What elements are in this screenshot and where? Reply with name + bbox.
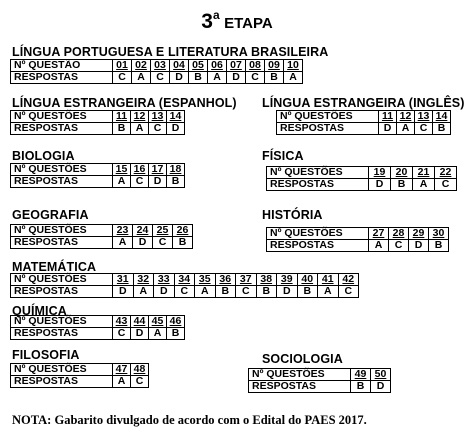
question-number: 17 [149,164,167,176]
answers-row [11,123,185,135]
section-heading-espanhol: LÍNGUA ESTRANGEIRA (ESPANHOL) [12,96,237,110]
answer-letter: D [369,179,391,191]
question-number: 39 [277,274,298,286]
question-number: 45 [149,316,167,328]
answer-letter: B [215,286,236,298]
question-number: 06 [208,60,227,72]
answer-letter: D [277,286,298,298]
questions-row [11,274,359,286]
question-number: 33 [154,274,175,286]
answer-table-biologia [10,163,185,188]
question-number: 14 [167,111,185,123]
answer-letter: A [113,176,131,188]
section-heading-matematica: MATEMÁTICA [12,260,97,274]
section-heading-fisica: FÍSICA [262,149,304,163]
answer-letter: D [167,123,185,135]
question-number: 05 [189,60,208,72]
answers-row [11,376,149,388]
answer-letter: D [371,381,391,393]
questions-label: Nº QUESTÕES [249,369,351,381]
answer-letter: C [435,179,457,191]
answers-label: RESPOSTAS [11,176,113,188]
answer-letter: A [132,72,151,84]
answer-letter: B [167,176,185,188]
questions-label: Nº QUESTÕES [277,111,379,123]
answer-letter: B [265,72,284,84]
answer-table-sociologia [248,368,391,393]
question-number: 13 [149,111,167,123]
answers-row [11,286,359,298]
answers-label: RESPOSTAS [11,328,113,340]
answer-letter: B [256,286,277,298]
answer-letter: C [415,123,433,135]
questions-label: Nº QUESTÕES [11,225,113,237]
answer-letter: B [351,381,371,393]
answer-letter: A [133,286,154,298]
question-number: 50 [371,369,391,381]
question-number: 08 [246,60,265,72]
answer-letter: D [227,72,246,84]
question-number: 29 [409,228,429,240]
answers-label: RESPOSTAS [277,123,379,135]
question-number: 15 [113,164,131,176]
question-number: 38 [256,274,277,286]
question-number: 42 [338,274,359,286]
title-superscript: a [212,8,220,22]
questions-label: Nº QUESTÕES [11,274,113,286]
answers-label: RESPOSTAS [11,286,113,298]
answer-letter: B [113,123,131,135]
answers-row [11,328,185,340]
section-heading-biologia: BIOLOGIA [12,149,75,163]
question-number: 30 [429,228,449,240]
answer-table-matematica [10,273,359,298]
answer-table-ingles [276,110,451,135]
answer-letter: C [389,240,409,252]
question-number: 44 [131,316,149,328]
answers-row [11,176,185,188]
question-number: 14 [433,111,451,123]
answer-letter: A [369,240,389,252]
answer-letter: C [246,72,265,84]
answer-letter: C [149,123,167,135]
answers-row [249,381,391,393]
question-number: 35 [195,274,216,286]
page-title [0,10,474,34]
question-number: 28 [389,228,409,240]
answer-letter: C [151,72,170,84]
answer-letter: D [379,123,397,135]
question-number: 11 [113,111,131,123]
answer-letter: A [131,123,149,135]
question-number: 11 [379,111,397,123]
question-number: 47 [113,364,131,376]
answer-letter: A [318,286,339,298]
question-number: 03 [151,60,170,72]
question-number: 19 [369,167,391,179]
answers-label: RESPOSTAS [249,381,351,393]
answer-letter: B [189,72,208,84]
answers-row [11,72,303,84]
question-number: 21 [413,167,435,179]
answer-letter: B [173,237,193,249]
answer-letter: D [131,328,149,340]
answer-table-espanhol [10,110,185,135]
question-number: 01 [113,60,132,72]
questions-row [11,164,185,176]
question-number: 10 [284,60,303,72]
answer-letter: A [284,72,303,84]
answer-letter: C [174,286,195,298]
footnote: NOTA: Gabarito divulgado de acordo com o Edital do PAES 2017. [12,413,367,427]
question-number: 37 [236,274,257,286]
answer-letter: A [113,237,133,249]
answer-letter: B [167,328,185,340]
question-number: 22 [435,167,457,179]
answer-letter: B [297,286,318,298]
question-number: 07 [227,60,246,72]
answer-letter: A [113,376,131,388]
section-heading-sociologia: SOCIOLOGIA [262,352,343,366]
questions-row [267,167,457,179]
question-number: 43 [113,316,131,328]
question-number: 09 [265,60,284,72]
answer-letter: C [131,376,149,388]
section-heading-portugues: LÍNGUA PORTUGUESA E LITERATURA BRASILEIRA [12,45,329,59]
question-number: 12 [131,111,149,123]
question-number: 34 [174,274,195,286]
questions-row [267,228,449,240]
section-heading-historia: HISTÓRIA [262,208,323,222]
answers-label: RESPOSTAS [11,72,113,84]
answer-letter: D [170,72,189,84]
section-heading-ingles: LÍNGUA ESTRANGEIRA (INGLÊS) [262,96,465,110]
question-number: 23 [113,225,133,237]
section-heading-filosofia: FILOSOFIA [12,348,80,362]
questions-row [277,111,451,123]
answer-letter: C [236,286,257,298]
questions-row [11,316,185,328]
question-number: 41 [318,274,339,286]
answer-letter: C [131,176,149,188]
answers-label: RESPOSTAS [11,237,113,249]
answer-letter: C [153,237,173,249]
question-number: 04 [170,60,189,72]
answers-label: RESPOSTAS [267,240,369,252]
question-number: 40 [297,274,318,286]
questions-label: Nº QUESTÕES [267,228,369,240]
answers-row [277,123,451,135]
question-number: 12 [397,111,415,123]
title-number: 3 [201,10,213,33]
answers-label: RESPOSTAS [11,376,113,388]
question-number: 48 [131,364,149,376]
answer-letter: C [113,328,131,340]
section-heading-quimica: QUÍMICA [12,304,67,318]
answer-letter: C [338,286,359,298]
answer-letter: B [391,179,413,191]
answer-table-historia [266,227,449,252]
answer-letter: D [133,237,153,249]
answer-table-fisica [266,166,457,191]
question-number: 36 [215,274,236,286]
answers-label: RESPOSTAS [267,179,369,191]
question-number: 49 [351,369,371,381]
questions-label: Nº QUESTÕES [11,164,113,176]
question-number: 20 [391,167,413,179]
questions-row [11,364,149,376]
question-number: 25 [153,225,173,237]
answer-table-geografia [10,224,193,249]
questions-label: Nº QUESTÕES [11,316,113,328]
answers-row [11,237,193,249]
answer-table-portugues [10,59,303,84]
questions-row [11,225,193,237]
questions-label: Nº QUESTÃO [11,60,113,72]
answers-label: RESPOSTAS [11,123,113,135]
questions-label: Nº QUESTÕES [267,167,369,179]
answer-letter: A [397,123,415,135]
answer-letter: A [413,179,435,191]
questions-row [11,60,303,72]
answer-letter: C [113,72,132,84]
questions-row [249,369,391,381]
question-number: 24 [133,225,153,237]
answers-row [267,179,457,191]
questions-label: Nº QUESTÕES [11,364,113,376]
questions-label: Nº QUESTÕES [11,111,113,123]
question-number: 27 [369,228,389,240]
question-number: 26 [173,225,193,237]
answer-letter: B [433,123,451,135]
question-number: 02 [132,60,151,72]
question-number: 32 [133,274,154,286]
question-number: 13 [415,111,433,123]
answer-letter: A [208,72,227,84]
question-number: 16 [131,164,149,176]
answer-letter: D [154,286,175,298]
questions-row [11,111,185,123]
answer-table-filosofia [10,363,149,388]
answer-letter: D [149,176,167,188]
answer-letter: D [113,286,134,298]
section-heading-geografia: GEOGRAFIA [12,208,89,222]
answer-letter: A [149,328,167,340]
question-number: 18 [167,164,185,176]
answer-table-quimica [10,315,185,340]
answers-row [267,240,449,252]
question-number: 31 [113,274,134,286]
answer-letter: A [195,286,216,298]
answer-letter: D [409,240,429,252]
title-word: ETAPA [224,15,273,32]
question-number: 46 [167,316,185,328]
answer-letter: B [429,240,449,252]
